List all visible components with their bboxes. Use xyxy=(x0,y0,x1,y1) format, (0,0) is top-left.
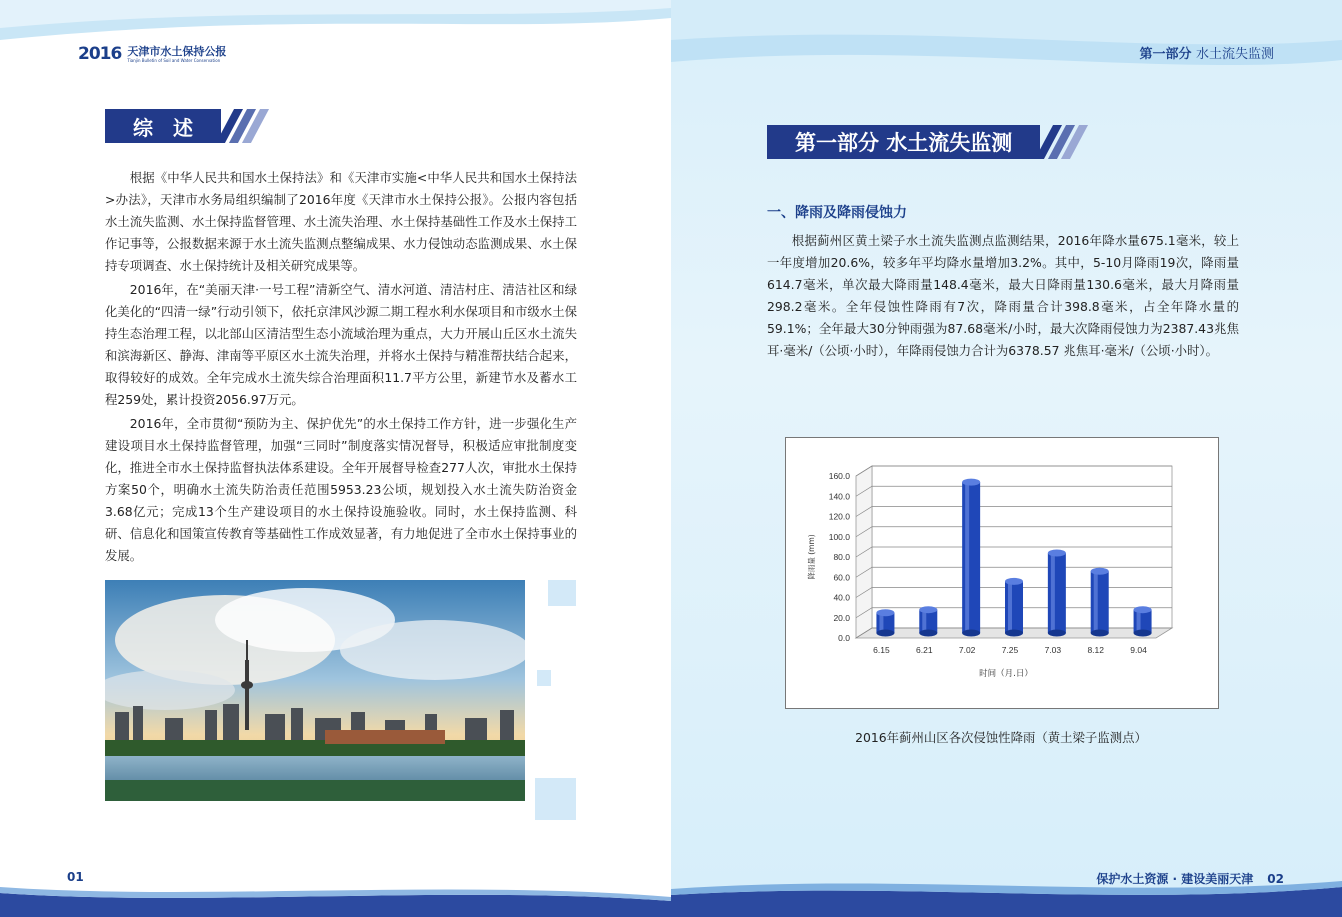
y-tick-label: 80.0 xyxy=(833,552,850,562)
chart-bar-highlight xyxy=(1051,553,1055,633)
chart-bar-cap xyxy=(962,479,980,486)
rainfall-chart xyxy=(785,437,1219,709)
y-tick-label: 120.0 xyxy=(828,511,850,522)
overview-paragraph: 2016年，在“美丽天津·一号工程”清新空气、清水河道、清洁村庄、清洁社区和绿化美化的“四清一绿”行动引领下，依托京津风沙源二期工程水利水保项目和市级水土保持生态治理工程，以北部山区清洁型生态小流域治理为重点，大力开展山丘区水土流失和滨海新区、静海、津南等平原区水土流失治理，并将水土保持与精准帮扶结合起来，取得较好的成效。全年完成水土流失综合治理面积11.7平方公里，新建节水及蓄水工程259处，累计投资2056.97万元。 xyxy=(105,282,577,407)
page-number-left: 01 xyxy=(67,870,84,884)
decorative-square xyxy=(537,670,551,686)
brand-title: 天津市水土保持公报 xyxy=(127,44,227,58)
rainfall-chart-svg xyxy=(786,438,1218,708)
top-wave-decoration xyxy=(671,0,1342,80)
overview-paragraph: 根据《中华人民共和国水土保持法》和《天津市实施<中华人民共和国水土保持法>办法》，天津市水务局组织编制了2016年度《天津市水土保持公报》。公报内容包括水土流失监测、水土保持监督管理、水土流失治理、水土保持基础性工作及水土保持工作记事等，公报数据来源于水土流失监测点整编成果、水力侵蚀动态监测成果、水土保持专项调查、水土保持统计及相关研究成果等。 xyxy=(105,170,577,273)
y-tick-label: 60.0 xyxy=(833,572,850,583)
chart-bar-highlight xyxy=(1137,610,1141,633)
chart-bar-base xyxy=(962,630,980,637)
overview-heading: 综 述 xyxy=(105,109,221,143)
chart-bar-cap xyxy=(876,609,894,616)
decorative-square xyxy=(548,580,576,606)
chart-bar-base xyxy=(1091,630,1109,637)
part-heading-bar xyxy=(767,125,1079,159)
footer-slogan: 保护水土资源 · 建设美丽天津 xyxy=(1096,872,1254,886)
section-title: 一、降雨及降雨侵蚀力 xyxy=(767,205,907,221)
right-page xyxy=(671,0,1342,917)
chart-bar-highlight xyxy=(1008,581,1012,633)
chart-bar-base xyxy=(876,630,894,637)
chart-bar-highlight xyxy=(922,610,926,633)
city-skyline-photo xyxy=(105,580,525,801)
chart-bar-cap xyxy=(1005,578,1023,585)
decorative-square xyxy=(535,778,576,820)
overview-heading-bar xyxy=(105,109,260,143)
heading-stripes xyxy=(221,109,260,143)
chart-bar-highlight xyxy=(1094,571,1098,633)
overview-text xyxy=(105,167,577,567)
x-tick-label: 8.12 xyxy=(1087,645,1104,655)
footer-right xyxy=(1096,870,1284,887)
chart-bar-base xyxy=(919,630,937,637)
running-head xyxy=(1139,43,1274,62)
chart-bar xyxy=(1048,553,1066,633)
overview-paragraph: 2016年，全市贯彻“预防为主、保护优先”的水土保持工作方针，进一步强化生产建设项目水土保持监督管理，加强“三同时”制度落实情况督导，积极适应审批制度变化，推进全市水土保持监督执法体系建设。全年开展督导检查277人次，审批水土保持方案50个，明确水土流失防治责任范围5953.23公顷，规划投入水土流失防治资金3.68亿元；完成13个生产建设项目的水土保持设施验收。同时，水土保持监测、科研、信息化和国策宣传教育等基础性工作成效显著，有力地促进了全市水土保持事业的发展。 xyxy=(105,416,577,563)
chart-caption: 2016年蓟州山区各次侵蚀性降雨（黄土梁子监测点） xyxy=(855,730,1147,745)
brand-year: 2016 xyxy=(78,44,122,64)
chart-bar xyxy=(1005,581,1023,633)
chart-bar-cap xyxy=(1048,550,1066,557)
chart-bar-base xyxy=(1134,630,1152,637)
chart-bar xyxy=(1091,571,1109,633)
x-tick-label: 7.03 xyxy=(1044,645,1062,655)
page-number-right: 02 xyxy=(1267,872,1284,886)
y-tick-label: 20.0 xyxy=(833,612,850,623)
chart-bar-base xyxy=(1005,630,1023,637)
chart-bar xyxy=(962,482,980,633)
y-tick-label: 160.0 xyxy=(828,471,850,481)
heading-stripes xyxy=(1040,125,1079,159)
y-tick-label: 100.0 xyxy=(828,531,850,542)
chart-bar-cap xyxy=(919,606,937,613)
x-tick-label: 6.15 xyxy=(873,645,890,655)
x-tick-label: 9.04 xyxy=(1130,645,1147,655)
x-tick-label: 6.21 xyxy=(916,645,933,655)
y-axis-title: 降雨量 (mm) xyxy=(807,534,816,580)
chart-bar-highlight xyxy=(965,482,969,633)
bulletin-brand xyxy=(78,44,226,64)
x-tick-label: 7.02 xyxy=(958,645,976,655)
y-tick-label: 40.0 xyxy=(833,592,850,603)
brand-subtitle: Tianjin Bulletin of Soil and Water Conservation xyxy=(127,57,221,63)
rainfall-text xyxy=(767,230,1239,362)
rainfall-paragraph: 根据蓟州区黄土梁子水土流失监测点监测结果，2016年降水量675.1毫米，较上一年度增加20.6%，较多年平均降水量增加3.2%。其中，5-10月降雨19次，降雨量614.7毫米，单次最大降雨量148.4毫米，最大日降雨量130.6毫米，最大月降雨量298.2毫米。全年侵蚀性降雨有7次，降雨量合计398.8毫米，占全年降水量的59.1%；全年最大30分钟雨强为87.68毫米/小时，最大次降雨侵蚀力为2387.43兆焦耳·毫米/（公顷·小时），年降雨侵蚀力合计为6378.57 兆焦耳·毫米/（公顷·小时）。 xyxy=(767,233,1239,358)
y-tick-label: 140.0 xyxy=(828,491,850,502)
x-axis-title: 时间（月.日） xyxy=(979,669,1033,679)
chart-bar-base xyxy=(1048,630,1066,637)
chart-bar-cap xyxy=(1134,606,1152,613)
chart-bar-cap xyxy=(1091,568,1109,575)
running-head-part: 第一部分 xyxy=(1139,47,1192,62)
running-head-topic: 水土流失监测 xyxy=(1195,47,1274,62)
bottom-wave-decoration xyxy=(0,857,671,917)
x-tick-label: 7.25 xyxy=(1001,645,1019,655)
y-tick-label: 0.0 xyxy=(838,633,850,643)
part-heading: 第一部分 水土流失监测 xyxy=(767,125,1040,159)
